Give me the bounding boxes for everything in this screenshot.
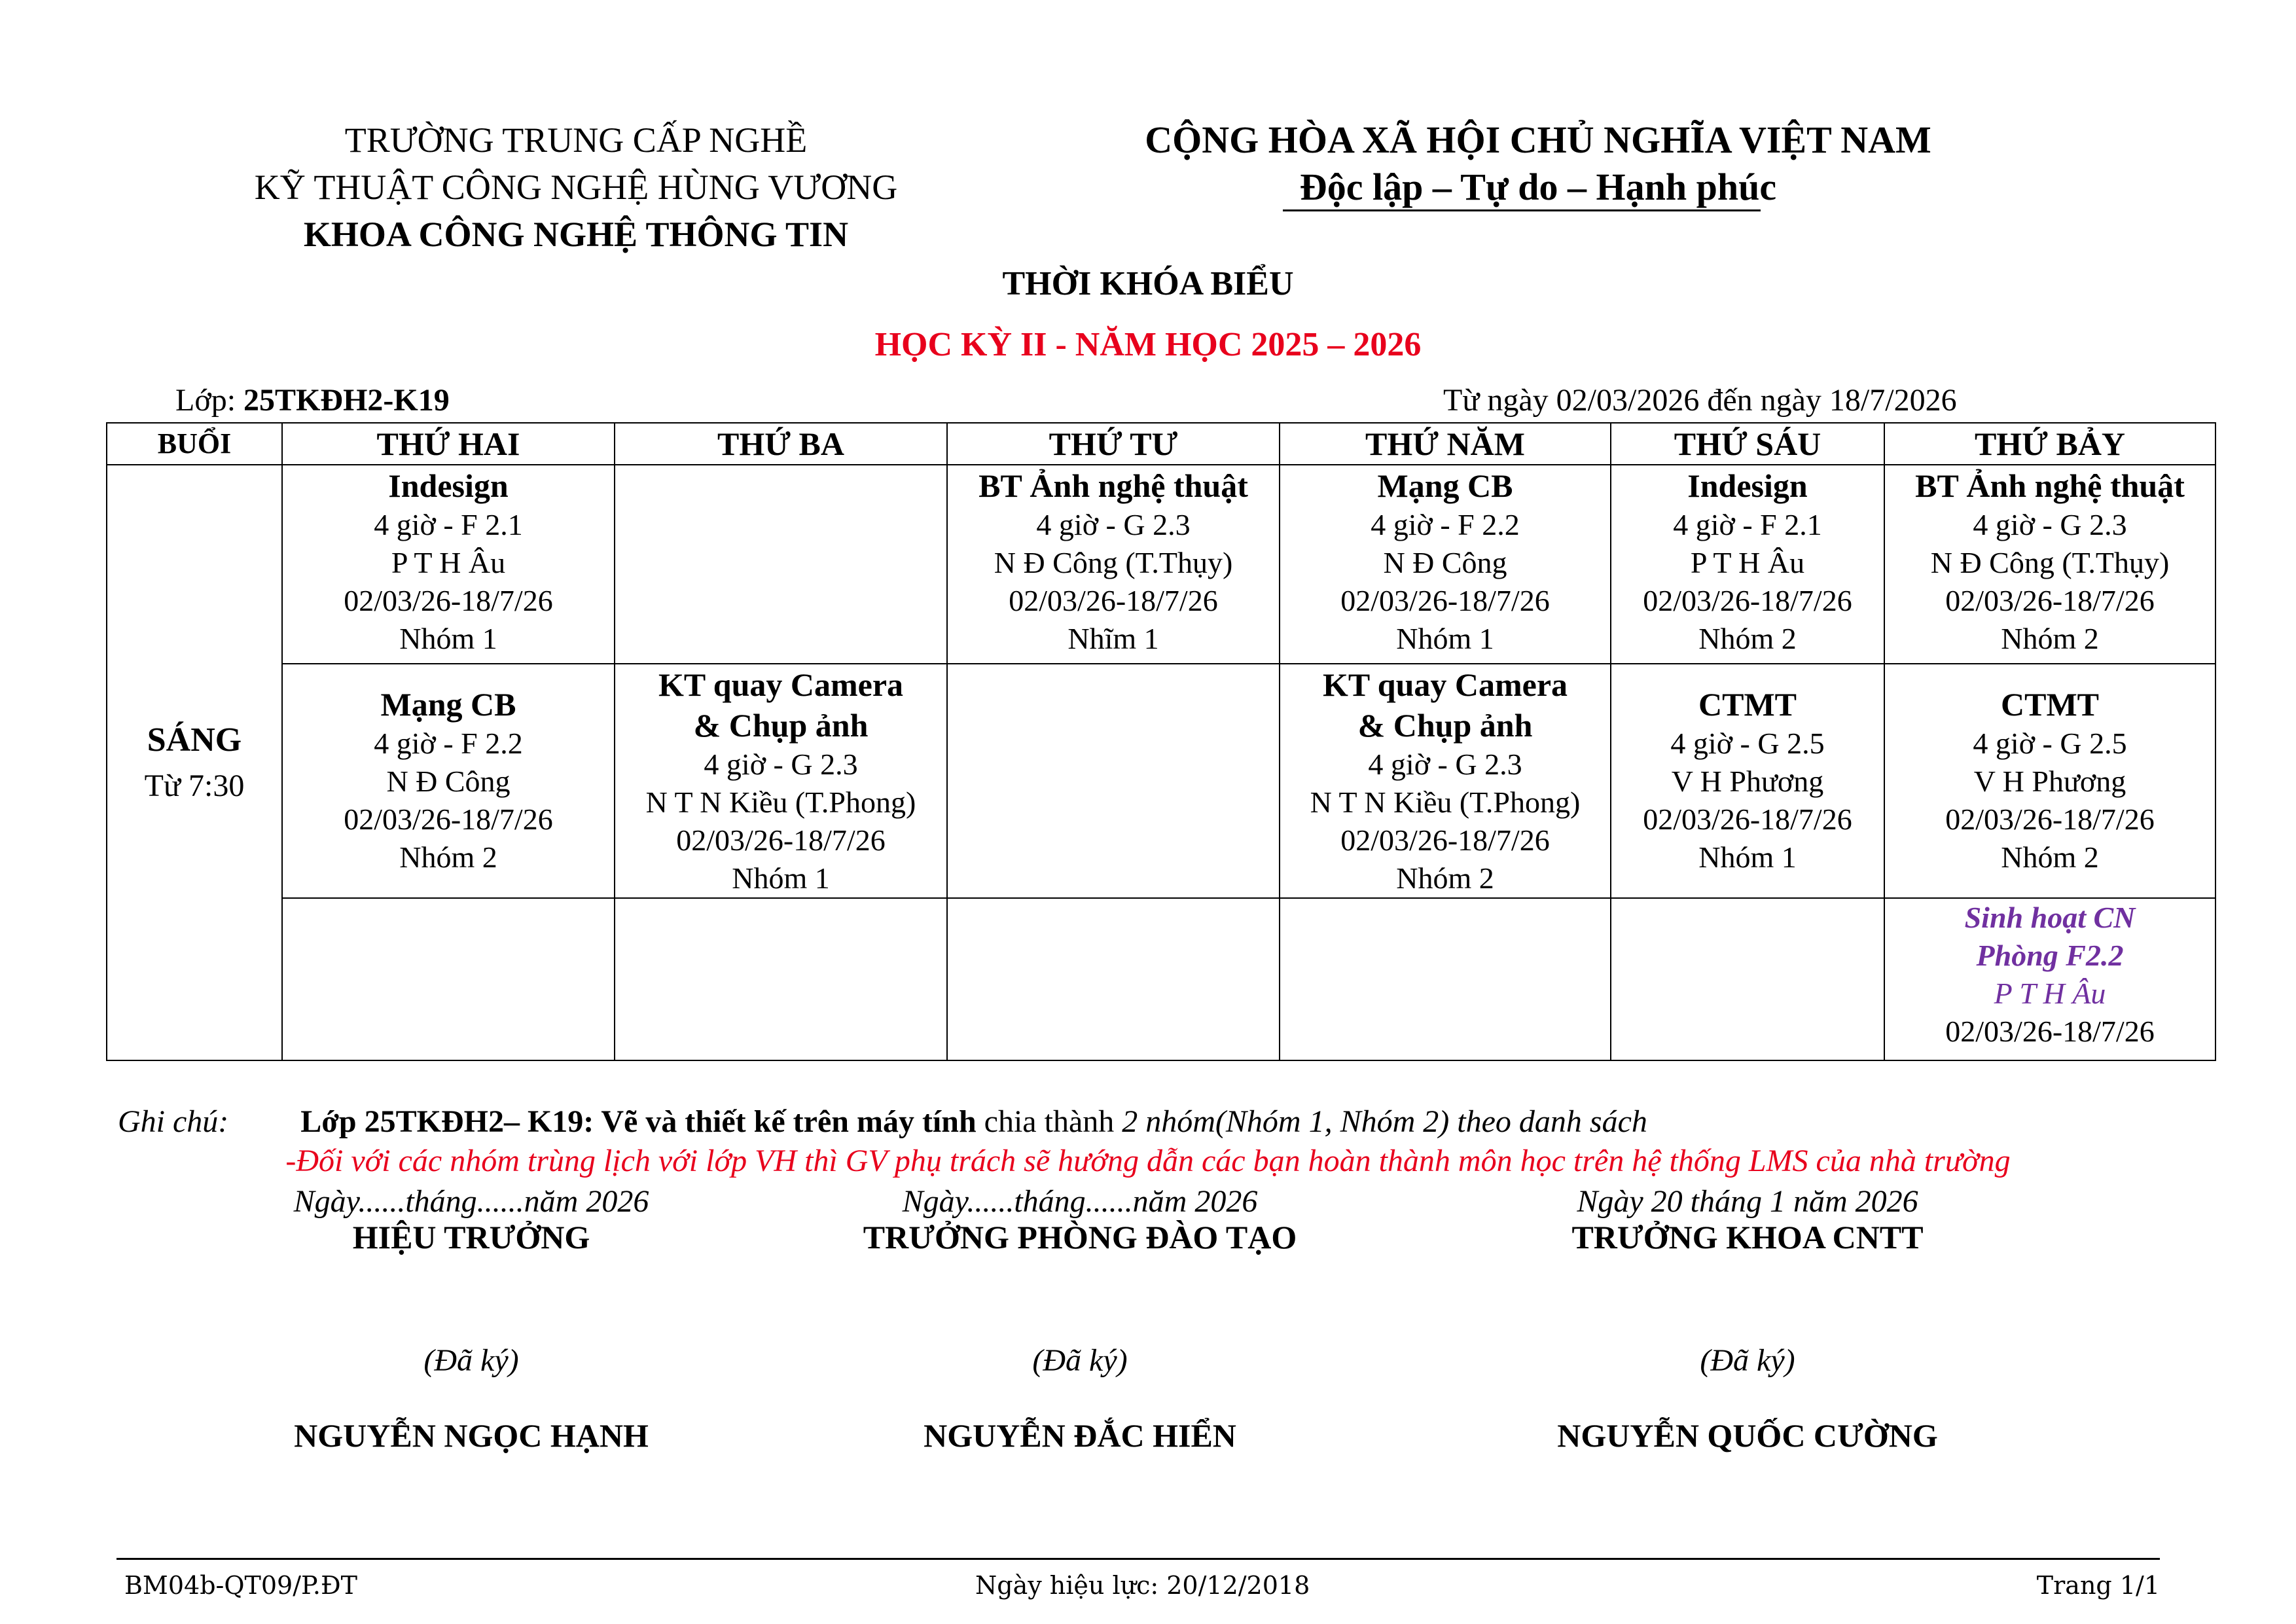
page-subtitle: HỌC KỲ II - NĂM HỌC 2025 – 2026 (874, 326, 1422, 363)
signature-signed: (Đã ký) (1032, 1343, 1128, 1378)
teacher: N Đ Công (386, 765, 511, 798)
subject-name: KT quay Camera & Chụp ảnh (1322, 666, 1568, 744)
schedule-cell-empty (1611, 898, 1884, 1060)
note-line (118, 1104, 1647, 1140)
header-monday: THỨ HAI (282, 423, 615, 465)
signature-date: Ngày......tháng......năm 2026 (902, 1184, 1258, 1219)
hours-room: 4 giờ - F 2.1 (374, 508, 523, 541)
header-friday: THỨ SÁU (1611, 423, 1884, 465)
table-row (107, 465, 2215, 664)
date-period: 02/03/26-18/7/26 (1643, 584, 1852, 617)
school-name-line1: TRƯỜNG TRUNG CẤP NGHỀ (344, 120, 808, 160)
group: Nhóm 2 (2001, 622, 2099, 655)
group: Nhóm 1 (1698, 840, 1797, 874)
school-name-line2: KỸ THUẬT CÔNG NGHỆ HÙNG VƯƠNG (254, 168, 898, 207)
page-number: Trang 1/1 (2036, 1571, 2160, 1600)
date-period: 02/03/26-18/7/26 (1340, 823, 1550, 857)
date-period: 02/03/26-18/7/26 (344, 803, 553, 836)
subject-name: CTMT (1698, 686, 1797, 723)
signature-name: NGUYỄN QUỐC CƯỜNG (1557, 1417, 1938, 1454)
group: Nhóm 2 (1396, 861, 1494, 895)
group: Nhóm 1 (399, 622, 497, 655)
session-time: Từ 7:30 (144, 768, 245, 803)
note-text: chia thành (976, 1104, 1122, 1139)
signature-name: NGUYỄN NGỌC HẠNH (294, 1417, 649, 1454)
date-range: Từ ngày 02/03/2026 đến ngày 18/7/2026 (1443, 383, 1957, 418)
class-name: 25TKĐH2-K19 (243, 383, 450, 418)
school-header (105, 117, 1047, 258)
schedule-cell-empty (947, 898, 1280, 1060)
teacher: N T N Kiều (T.Phong) (1310, 785, 1581, 819)
subject-name: BT Ảnh nghệ thuật (978, 467, 1248, 504)
class-label: Lớp: (175, 383, 244, 418)
schedule-cell (282, 465, 615, 664)
hours-room: 4 giờ - F 2.2 (1371, 508, 1520, 541)
homeroom-room: Phòng F2.2 (1976, 939, 2124, 972)
session-cell (107, 465, 282, 1060)
homeroom-dates: 02/03/26-18/7/26 (1945, 1015, 2155, 1048)
subject-name: CTMT (2001, 686, 2099, 723)
session-name: SÁNG (147, 721, 242, 759)
teacher: N Đ Công (1383, 546, 1507, 579)
schedule-cell-empty (282, 898, 615, 1060)
date-period: 02/03/26-18/7/26 (1945, 803, 2155, 836)
national-header (1047, 117, 2029, 211)
teacher: N Đ Công (T.Thụy) (994, 546, 1233, 579)
hours-room: 4 giờ - G 2.3 (1973, 508, 2127, 541)
date-period: 02/03/26-18/7/26 (676, 823, 886, 857)
signature-title: TRƯỞNG PHÒNG ĐÀO TẠO (863, 1219, 1297, 1255)
signature-signed: (Đã ký) (423, 1343, 519, 1378)
class-line (175, 382, 450, 418)
homeroom-title: Sinh hoạt CN (1964, 901, 2136, 934)
effective-date: Ngày hiệu lực: 20/12/2018 (975, 1571, 1310, 1600)
schedule-cell (1611, 465, 1884, 664)
note-groups: 2 nhóm(Nhóm 1, Nhóm 2) theo danh sách (1122, 1104, 1647, 1139)
teacher: V H Phương (1973, 765, 2126, 798)
hours-room: 4 giờ - F 2.1 (1673, 508, 1822, 541)
header-wednesday: THỨ TƯ (947, 423, 1280, 465)
schedule-cell (947, 465, 1280, 664)
schedule-cell-empty (615, 465, 947, 664)
group: Nhĩm 1 (1067, 622, 1159, 655)
teacher: V H Phương (1671, 765, 1824, 798)
subject-name: Mạng CB (1377, 467, 1513, 504)
header-tuesday: THỨ BA (615, 423, 947, 465)
faculty-name: KHOA CÔNG NGHỆ THÔNG TIN (303, 215, 849, 254)
header-thursday: THỨ NĂM (1280, 423, 1611, 465)
hours-room: 4 giờ - G 2.5 (1973, 727, 2127, 760)
date-period: 02/03/26-18/7/26 (344, 584, 553, 617)
group: Nhóm 1 (1396, 622, 1494, 655)
timetable (106, 422, 2216, 1061)
signature-name: NGUYỄN ĐẮC HIỂN (924, 1417, 1236, 1454)
date-period: 02/03/26-18/7/26 (1945, 584, 2155, 617)
teacher: N T N Kiều (T.Phong) (645, 785, 916, 819)
subject-name: BT Ảnh nghệ thuật (1915, 467, 2185, 504)
header-session: BUỔI (107, 423, 282, 465)
teacher: N Đ Công (T.Thụy) (1930, 546, 2170, 579)
subject-name: Mạng CB (380, 686, 516, 723)
group: Nhóm 2 (2001, 840, 2099, 874)
schedule-cell (1884, 465, 2215, 664)
schedule-cell-empty (947, 664, 1280, 898)
homeroom-activity (1885, 899, 2215, 1013)
hours-room: 4 giờ - G 2.3 (1368, 748, 1522, 781)
subject-name: Indesign (1687, 467, 1808, 504)
date-period: 02/03/26-18/7/26 (1643, 803, 1852, 836)
hours-room: 4 giờ - G 2.5 (1670, 727, 1825, 760)
hours-room: 4 giờ - G 2.3 (1036, 508, 1191, 541)
schedule-cell (1280, 465, 1611, 664)
national-motto: Độc lập – Tự do – Hạnh phúc (1299, 166, 1777, 208)
header-saturday: THỨ BẢY (1884, 423, 2215, 465)
signature-block-principal (170, 1183, 772, 1454)
signature-date: Ngày 20 tháng 1 năm 2026 (1577, 1184, 1918, 1219)
note-class: Lớp 25TKĐH2– K19: Vẽ và thiết kế trên máy tính (300, 1104, 977, 1139)
group: Nhóm 2 (1698, 622, 1797, 655)
signature-signed: (Đã ký) (1700, 1343, 1795, 1378)
header-row (107, 423, 2215, 465)
hours-room: 4 giờ - G 2.3 (704, 748, 858, 781)
note-label: Ghi chú: (118, 1104, 229, 1139)
signature-title: HIỆU TRƯỞNG (352, 1219, 590, 1255)
schedule-cell (1884, 664, 2215, 898)
table-row (107, 664, 2215, 898)
date-period: 02/03/26-18/7/26 (1009, 584, 1218, 617)
signature-block-faculty (1446, 1183, 2049, 1454)
schedule-cell (615, 664, 947, 898)
homeroom-cell (1884, 898, 2215, 1060)
signature-date: Ngày......tháng......năm 2026 (293, 1184, 649, 1219)
teacher: P T H Âu (391, 546, 506, 579)
national-title: CỘNG HÒA XÃ HỘI CHỦ NGHĨA VIỆT NAM (1145, 118, 1931, 161)
schedule-cell (1280, 664, 1611, 898)
note-warning: -Đối với các nhóm trùng lịch với lớp VH thì GV phụ trách sẽ hướng dẫn các bạn hoàn thành môn học trên hệ thống LMS của nhà trường (285, 1144, 2011, 1178)
schedule-cell-empty (1280, 898, 1611, 1060)
signature-title: TRƯỞNG KHOA CNTT (1571, 1219, 1924, 1255)
footer-divider (117, 1558, 2160, 1560)
date-period: 02/03/26-18/7/26 (1340, 584, 1550, 617)
group: Nhóm 2 (399, 840, 497, 874)
teacher: P T H Âu (1690, 546, 1805, 579)
homeroom-teacher: P T H Âu (1994, 977, 2106, 1010)
motto-underline (1283, 209, 1761, 211)
schedule-cell (282, 664, 615, 898)
subject-name: KT quay Camera & Chụp ảnh (658, 666, 904, 744)
group: Nhóm 1 (732, 861, 830, 895)
schedule-cell-empty (615, 898, 947, 1060)
form-code: BM04b-QT09/P.ĐT (124, 1571, 357, 1600)
subject-name: Indesign (388, 467, 509, 504)
table-row (107, 898, 2215, 1060)
schedule-cell (1611, 664, 1884, 898)
page-title: THỜI KHÓA BIỂU (1002, 265, 1294, 302)
hours-room: 4 giờ - F 2.2 (374, 727, 523, 760)
signature-block-training (779, 1183, 1381, 1454)
